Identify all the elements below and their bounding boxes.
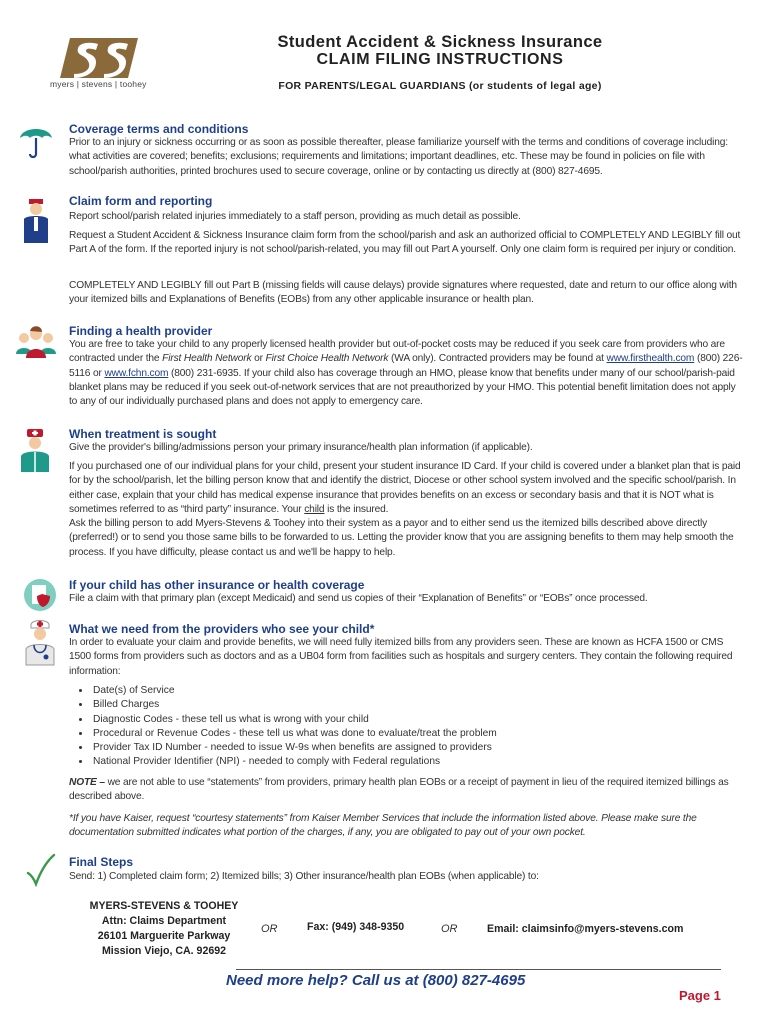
section-heading-provider: Finding a health provider: [69, 324, 213, 338]
or-separator: OR: [261, 923, 278, 935]
firsthealth-link[interactable]: www.firsthealth.com: [606, 353, 695, 365]
final-paragraph: Send: 1) Completed claim form; 2) Itemized bills; 3) Other insurance/health plan EOBs (when applicable) to:: [69, 871, 539, 882]
treatment-paragraph-3: Ask the billing person to add Myers-Stevens & Toohey into their system as a payor and to either send us the itemized bills described above directly (preferred!) or to send you those same bills to be forwarded to us. Letting the provider know that you are assigning benefits to them may help smooth the process. If you have difficulty, please contact us and we'll be happy to help.: [69, 518, 734, 558]
claim-form-paragraph-1: Report school/parish related injuries immediately to a staff person, providing as much detail as possible.: [69, 211, 521, 222]
address-line: 26101 Marguerite Parkway: [97, 930, 231, 942]
group-people-icon: [14, 322, 58, 362]
claim-form-paragraph-3: COMPLETELY AND LEGIBLY fill out Part B (missing fields will cause delays) provide signatures where requested, date and return to our office along with your itemized bills and Explanations of Benefits (EOBs) from any other applicable insurance or health plan.: [69, 280, 737, 306]
address-line: Attn: Claims Department: [101, 915, 227, 927]
required-info-list: [69, 684, 497, 770]
document-subtitle: CLAIM FILING INSTRUCTIONS: [316, 51, 564, 68]
doctor-icon: [17, 428, 53, 474]
list-item: • Provider Tax ID Number - needed to issue W-9s when benefits are assigned to providers: [91, 741, 497, 755]
shield-document-icon: [23, 578, 57, 612]
section-heading-needs: What we need from the providers who see your child*: [69, 622, 375, 636]
treatment-paragraph-1: Give the provider's billing/admissions person your primary insurance/health plan information (if applicable).: [69, 442, 533, 453]
checkmark-icon: [26, 853, 56, 887]
list-item: • Diagnostic Codes - these tell us what is wrong with your child: [91, 713, 497, 727]
list-item: • Date(s) of Service: [91, 684, 497, 698]
email-address[interactable]: Email: claimsinfo@myers-stevens.com: [487, 923, 684, 935]
treatment-paragraph-2: If you purchased one of our individual plans for your child, present your student insurance ID Card. If your child is covered under a blanket plan that is paid for by the school/parish, let the billing person know that and identify the district, Diocese or other school system involved and the specific school/parish. In either case, explain that your child has medical expense insurance that provides benefits on an excess or secondary basis and that it is NOT what is sometimes referred to as “third party” insurance. Your child is the insured.: [69, 461, 741, 515]
help-line: Need more help? Call us at (800) 827-4695: [226, 972, 526, 989]
section-heading-treatment: When treatment is sought: [69, 427, 217, 441]
nurse-icon: [22, 619, 58, 667]
mailing-address: [84, 899, 244, 959]
other-insurance-paragraph: File a claim with that primary plan (except Medicaid) and send us copies of their “Explanation of Benefits” or “EOBs” once processed.: [69, 593, 648, 604]
or-separator: OR: [441, 923, 458, 935]
document-header: [180, 34, 700, 92]
coverage-paragraph: Prior to an injury or sickness occurring or as soon as possible thereafter, please familiarize yourself with the terms and conditions of coverage including: what activities are covered; benefits; exclusions; requirements and limitations; important deadlines, etc. These may be found in policies on file with school/parish authorities, printed brochures used to secure coverage, online or by contacting us directly at (800) 827-4695.: [69, 137, 728, 177]
umbrella-icon: [18, 120, 54, 160]
note-label: NOTE –: [69, 777, 105, 788]
section-heading-final: Final Steps: [69, 855, 134, 869]
address-line: MYERS-STEVENS & TOOHEY: [89, 900, 239, 912]
needs-paragraph: In order to evaluate your claim and provide benefits, we will need fully itemized bills from any providers seen. These are known as HCFA 1500 or CMS 1500 forms from providers such as doctors and as a UB04 form from facilities such as hospitals and surgery centers. They contain the following required information:: [69, 637, 733, 677]
list-item: • Procedural or Revenue Codes - these tell us what was done to evaluate/treat the problem: [91, 727, 497, 741]
note-paragraph: NOTE – we are not able to use “statements” from providers, primary health plan EOBs or a receipt of payment in lieu of the required itemized billings as described above.: [69, 777, 729, 803]
address-line: Mission Viejo, CA. 92692: [101, 945, 227, 957]
claim-form-paragraph-2: Request a Student Accident & Sickness Insurance claim form from the school/parish and ask an authorized official to COMPLETELY AND LEGIBLY fill out Part A of the form. If the reported injury is not school/parish-related, you may fill out Part A yourself. Only one claim form is required per injury or condition.: [69, 230, 741, 256]
fchn-link[interactable]: www.fchn.com: [104, 367, 169, 379]
list-item: • National Provider Identifier (NPI) - needed to comply with Federal regulations: [91, 755, 497, 769]
kaiser-note: *If you have Kaiser, request “courtesy statements” from Kaiser Member Services that include the information listed above. Please make sure the documentation submitted indicates what portion of the charges, if any, you are obligated to pay out of your own pocket.: [69, 813, 697, 839]
audience-note: FOR PARENTS/LEGAL GUARDIANS (or students of legal age): [278, 80, 602, 92]
footer-divider: [236, 969, 721, 970]
section-heading-claim-form: Claim form and reporting: [69, 194, 213, 208]
document-title: Student Accident & Sickness Insurance: [277, 33, 603, 51]
logo-caption: myers | stevens | toohey: [50, 79, 147, 89]
fax-number: Fax: (949) 348-9350: [307, 921, 405, 933]
network-first-health: First Health Network: [162, 353, 252, 365]
child-underlined: child: [304, 503, 325, 515]
list-item: • Billed Charges: [91, 698, 497, 712]
section-heading-other-insurance: If your child has other insurance or health coverage: [69, 578, 365, 592]
network-first-choice: First Choice Health Network: [265, 353, 389, 365]
page-number: Page 1: [679, 988, 721, 1003]
section-heading-coverage: Coverage terms and conditions: [69, 122, 249, 136]
provider-paragraph: You are free to take your child to any properly licensed health provider but out-of-pocket costs may be reduced if you seek care from providers who are contracted under the First Health Network or First Choice Health Network (WA only). Contracted providers may be found at www.firsthealth.com (800) 226-5116 or www.fchn.com (800) 231-6935. If your child also has coverage through an HMO, please know that benefits under many of our school/parish-paid blanket plans may be reduced if you seek out-of-network services that are not preauthorized by your HMO. This potential benefit limitation does not apply to any of our individually purchased plans and does not apply to emergency care.: [69, 339, 743, 408]
staff-person-icon: [18, 197, 54, 245]
